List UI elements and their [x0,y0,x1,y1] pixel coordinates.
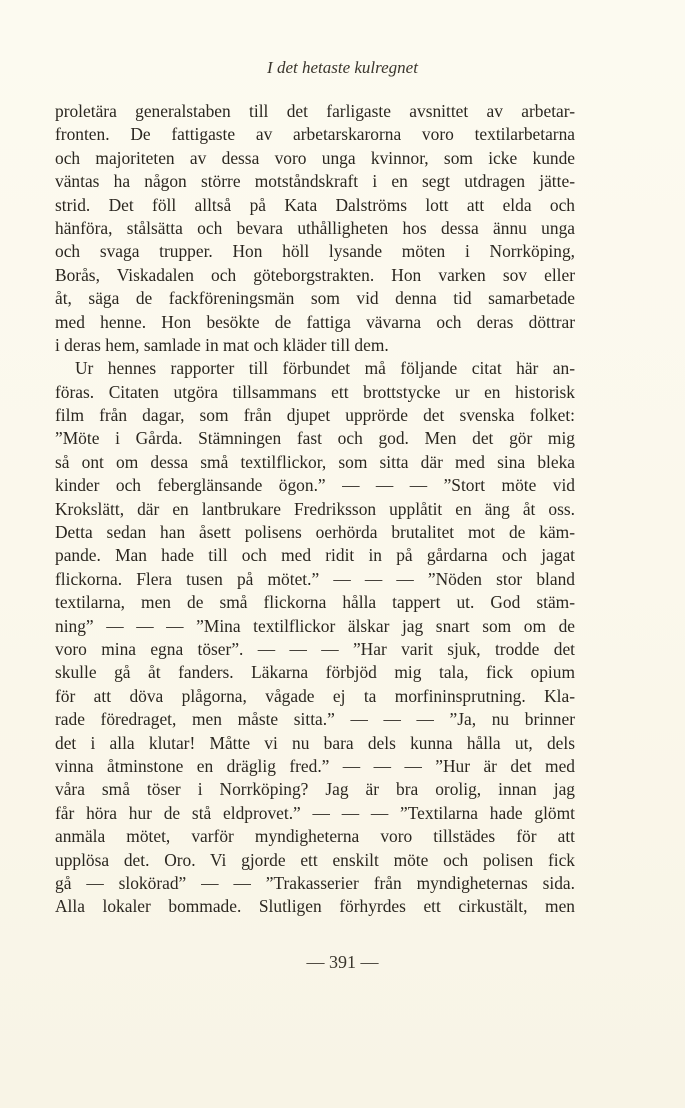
text-line: det i alla klutar! Måtte vi nu bara dels kunna hålla ut, dels [55,732,575,753]
text-line: Detta sedan han åsett polisens oerhörda brutalitet mot de käm- [55,522,575,543]
text-line: Borås, Viskadalen och göteborgstrakten. Hon varken sov eller [55,264,575,285]
text-line: film från dagar, som från djupet upprörde det svenska folket: [55,405,575,426]
text-line: i deras hem, samlade in mat och kläder till dem. [55,334,389,355]
text-line: rade föredraget, men måste sitta.” — — — ”Ja, nu brinner [55,709,575,730]
text-line: Alla lokaler bommade. Slutligen förhyrdes ett cirkustält, men [55,896,575,917]
text-line: och majoriteten av dessa voro unga kvinnor, som icke kunde [55,147,575,168]
text-line: vinna åtminstone en dräglig fred.” — — — ”Hur är det med [55,755,575,776]
text-line: Ur hennes rapporter till förbundet må följande citat här an- [75,358,575,379]
page-number: — 391 — [306,952,379,972]
text-line: ning” — — — ”Mina textilflickor älskar jag snart som om de [55,615,575,636]
text-line: upplösa det. Oro. Vi gjorde ett enskilt möte och polisen fick [55,849,575,870]
text-line: proletära generalstaben till det farligaste avsnittet av arbetar- [55,101,575,121]
text-line: hänföra, stålsätta och bevara uthålligheten hos dessa ännu unga [55,217,575,238]
text-line: fronten. De fattigaste av arbetarskarorna voro textilarbetarna [55,124,575,145]
text-line: kinder och feberglänsande ögon.” — — — ”Stort möte vid [55,475,575,496]
running-header: I det hetaste kulregnet [267,58,418,77]
text-line: flickorna. Flera tusen på mötet.” — — — ”Nöden stor bland [55,568,575,589]
text-line: gå — sloköradˮ — — ”Trakasserier från myndigheternas sida. [55,872,575,893]
text-line: och svaga trupper. Hon höll lysande möten i Norrköping, [55,241,575,262]
text-line: får höra hur de stå eldprovet.” — — — ”Textilarna hade glömt [55,802,575,823]
text-line: åt, säga de fackföreningsmän som vid denna tid samarbetade [55,288,575,309]
text-line: textilarna, men de små flickorna hålla tappert ut. God stäm- [55,592,575,613]
text-line: väntas ha någon större motståndskraft i en segt utdragen jätte- [55,171,575,192]
text-line: våra små töser i Norrköping? Jag är bra orolig, innan jag [55,779,575,800]
text-line: voro mina egna töser”. — — — ”Har varit sjuk, trodde det [55,638,575,659]
body-text [55,100,575,919]
text-line: föras. Citaten utgöra tillsammans ett brottstycke ur en historisk [55,381,575,402]
text-line: så ont om dessa små textilflickor, som sitta där med sina bleka [55,451,575,472]
text-line: skulle gå åt fanders. Läkarna förbjöd mig tala, fick opium [55,662,575,683]
text-line: anmäla mötet, varför myndigheterna voro tillstädes för att [55,826,575,847]
text-line: Krokslätt, där en lantbrukare Fredriksson upplåtit en äng åt oss. [55,498,575,519]
text-line: med henne. Hon besökte de fattiga vävarna och deras döttrar [55,311,575,332]
text-line: pande. Man hade till och med ridit in på gårdarna och jagat [55,545,575,566]
text-line: strid. Det föll alltså på Kata Dalströms lott att elda och [55,194,575,215]
text-line: för att döva plågorna, vågade ej ta morfininsprutning. Kla- [55,685,575,706]
text-line: ”Möte i Gårda. Stämningen fast och god. Men det gör mig [55,428,575,449]
